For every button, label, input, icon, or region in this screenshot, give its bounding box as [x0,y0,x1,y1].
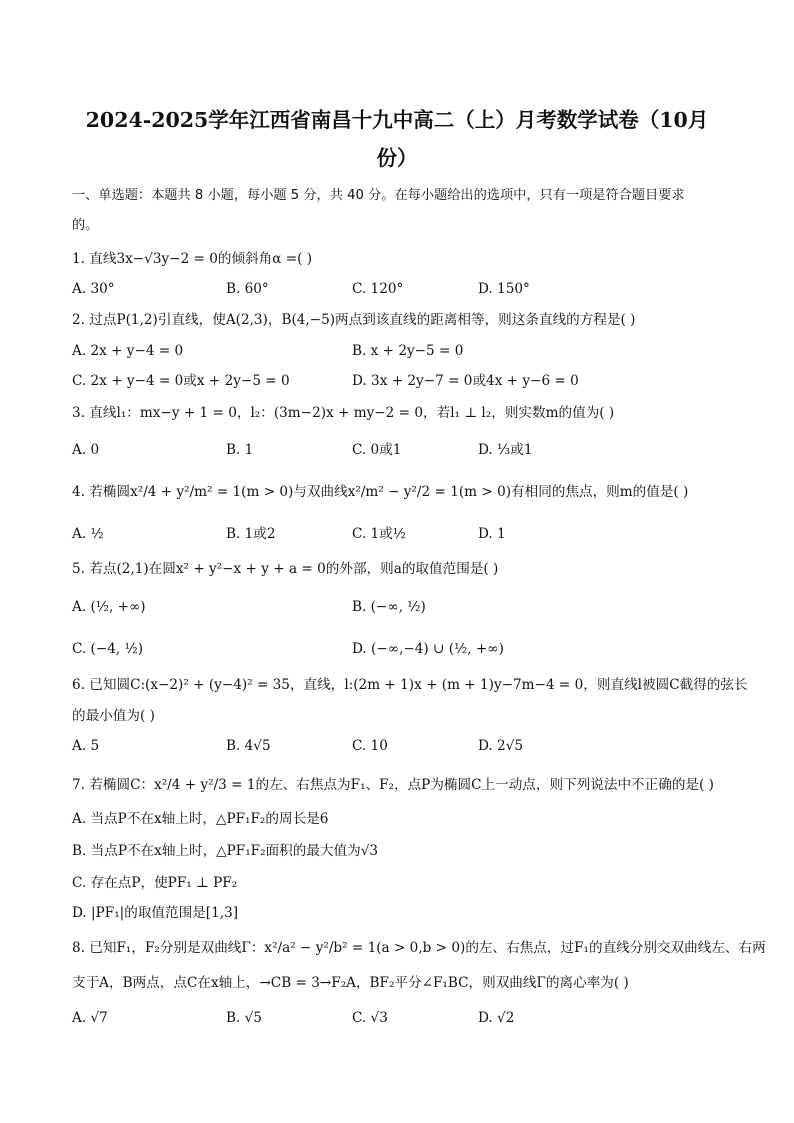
exam-title-line2: 份） [376,146,418,170]
q6-option-d: D. 2√5 [478,738,524,754]
exam-title-line1: 2024-2025学年江西省南昌十九中高二（上）月考数学试卷（10月 [85,108,709,132]
question-4-stem: 4. 若椭圆x²/4 + y²/m² = 1(m > 0)与双曲线x²/m² − y²/2 = 1(m > 0)有相同的焦点，则m的值是( ) [72,484,689,500]
question-8-stem: 8. 已知F₁，F₂分别是双曲线Γ：x²/a² − y²/b² = 1(a > 0,b > 0)的左、右焦点，过F₁的直线分别交双曲线左、右两 [72,940,766,956]
q3-option-b: B. 1 [226,442,254,458]
q4-option-b: B. 1或2 [226,526,276,542]
q1-option-a: A. 30° [72,281,115,297]
q5-option-d: D. (−∞,−4) ∪ (½, +∞) [352,641,504,657]
question-8-stem-cont: 支于A，B两点，点C在x轴上，→CB = 3→F₂A，BF₂平分∠F₁BC，则双曲线Γ的离心率为( ) [72,975,629,991]
q2-option-a: A. 2x + y−4 = 0 [72,343,184,359]
q7-option-c: C. 存在点P，使PF₁ ⊥ PF₂ [72,875,238,891]
q3-option-c: C. 0或1 [352,442,402,458]
q8-option-a: A. √7 [72,1010,108,1026]
q2-option-b: B. x + 2y−5 = 0 [352,343,464,359]
question-7-stem: 7. 若椭圆C：x²/4 + y²/3 = 1的左、右焦点为F₁、F₂，点P为椭圆C上一动点，则下列说法中不正确的是( ) [72,777,714,793]
q6-option-a: A. 5 [72,738,100,754]
q4-option-a: A. ½ [72,526,104,542]
q6-option-b: B. 4√5 [226,738,271,754]
section-heading-cont: 的。 [72,218,99,233]
q7-option-a: A. 当点P不在x轴上时，△PF₁F₂的周长是6 [72,811,329,827]
q1-option-b: B. 60° [226,281,269,297]
q7-option-d: D. |PF₁|的取值范围是[1,3] [72,905,239,921]
q1-option-c: C. 120° [352,281,404,297]
q7-option-b: B. 当点P不在x轴上时，△PF₁F₂面积的最大值为√3 [72,843,379,859]
q8-option-b: B. √5 [226,1010,262,1026]
question-5-stem: 5. 若点(2,1)在圆x² + y²−x + y + a = 0的外部，则a的取值范围是( ) [72,561,499,577]
q2-option-c: C. 2x + y−4 = 0或x + 2y−5 = 0 [72,373,290,389]
question-2-stem: 2. 过点P(1,2)引直线，使A(2,3)，B(4,−5)两点到该直线的距离相等，则这条直线的方程是( ) [72,312,636,328]
q2-option-d: D. 3x + 2y−7 = 0或4x + y−6 = 0 [352,373,579,389]
section-heading: 一、单选题：本题共 8 小题，每小题 5 分，共 40 分。在每小题给出的选项中，只有一项是符合题目要求 [72,188,685,203]
question-6-stem: 6. 已知圆C:(x−2)² + (y−4)² = 35，直线，l:(2m + 1)x + (m + 1)y−7m−4 = 0，则直线l被圆C截得的弦长 [72,677,748,693]
q8-option-c: C. √3 [352,1010,388,1026]
q1-option-d: D. 150° [478,281,530,297]
question-1-stem: 1. 直线3x−√3y−2 = 0的倾斜角α =( ) [72,251,313,267]
question-6-stem-cont: 的最小值为( ) [72,708,155,724]
q5-option-c: C. (−4, ½) [72,641,144,657]
q6-option-c: C. 10 [352,738,388,754]
q4-option-c: C. 1或½ [352,526,406,542]
q5-option-a: A. (½, +∞) [72,599,146,615]
q3-option-d: D. ⅓或1 [478,442,533,458]
q3-option-a: A. 0 [72,442,100,458]
question-3-stem: 3. 直线l₁：mx−y + 1 = 0，l₂：(3m−2)x + my−2 = 0，若l₁ ⊥ l₂，则实数m的值为( ) [72,405,615,421]
q5-option-b: B. (−∞, ½) [352,599,426,615]
q4-option-d: D. 1 [478,526,506,542]
q8-option-d: D. √2 [478,1010,515,1026]
